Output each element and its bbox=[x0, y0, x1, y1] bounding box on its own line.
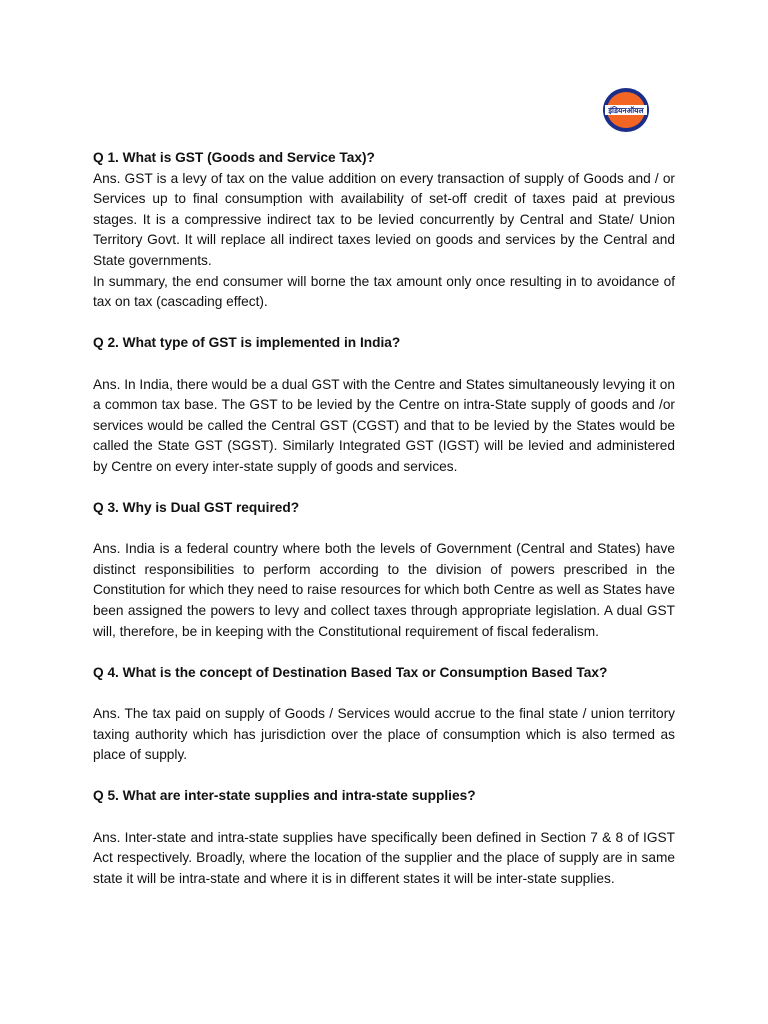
question-4: Q 4. What is the concept of Destination Based Tax or Consumption Based Tax? bbox=[93, 664, 608, 680]
answer-1: Ans. GST is a levy of tax on the value addition on every transaction of supply of Goods and / or Services up to final consumption with availability of set-off credit of taxes paid at previous stages. It is a compressive indirect tax to be levied concurrently by Central and State/ Union Territory Govt. It will replace all indirect taxes levied on goods and services by the Central and State governments. bbox=[93, 170, 675, 268]
answer-4: Ans. The tax paid on supply of Goods / Services would accrue to the final state / union territory taxing authority which has jurisdiction over the place of consumption which is also termed as place of supply. bbox=[93, 706, 675, 763]
answer-1-summary: In summary, the end consumer will borne the tax amount only once resulting in to avoidance of tax on tax (cascading effect). bbox=[93, 273, 675, 310]
indianoil-logo bbox=[602, 87, 650, 133]
faq-content bbox=[93, 148, 675, 889]
question-3: Q 3. Why is Dual GST required? bbox=[93, 500, 300, 516]
answer-5: Ans. Inter-state and intra-state supplies have specifically been defined in Section 7 & 8 of IGST Act respectively. Broadly, where the location of the supplier and the place of supply are in same state it will be intra-state and where it is in different states it will be inter-state supplies. bbox=[93, 829, 675, 886]
answer-2: Ans. In India, there would be a dual GST with the Centre and States simultaneously levying it on a common tax base. The GST to be levied by the Centre on intra-State supply of goods and /or services would be called the Central GST (CGST) and that to be levied by the States would be called the State GST (SGST). Similarly Integrated GST (IGST) will be levied and administered by Centre on every inter-state supply of goods and services. bbox=[93, 376, 675, 474]
question-1: Q 1. What is GST (Goods and Service Tax)? bbox=[93, 150, 375, 165]
answer-3: Ans. India is a federal country where both the levels of Government (Central and States) have distinct responsibilities to perform according to the division of powers prescribed in the Constitution for which they need to raise resources for which both Centre as well as States have been assigned the powers to levy and collect taxes through appropriate legislation. A dual GST will, therefore, be in keeping with the Constitutional requirement of fiscal federalism. bbox=[93, 541, 675, 639]
question-2: Q 2. What type of GST is implemented in India? bbox=[93, 335, 401, 351]
logo-text: इंडियनऑयल bbox=[608, 106, 644, 115]
question-5: Q 5. What are inter-state supplies and intra-state supplies? bbox=[93, 788, 476, 804]
